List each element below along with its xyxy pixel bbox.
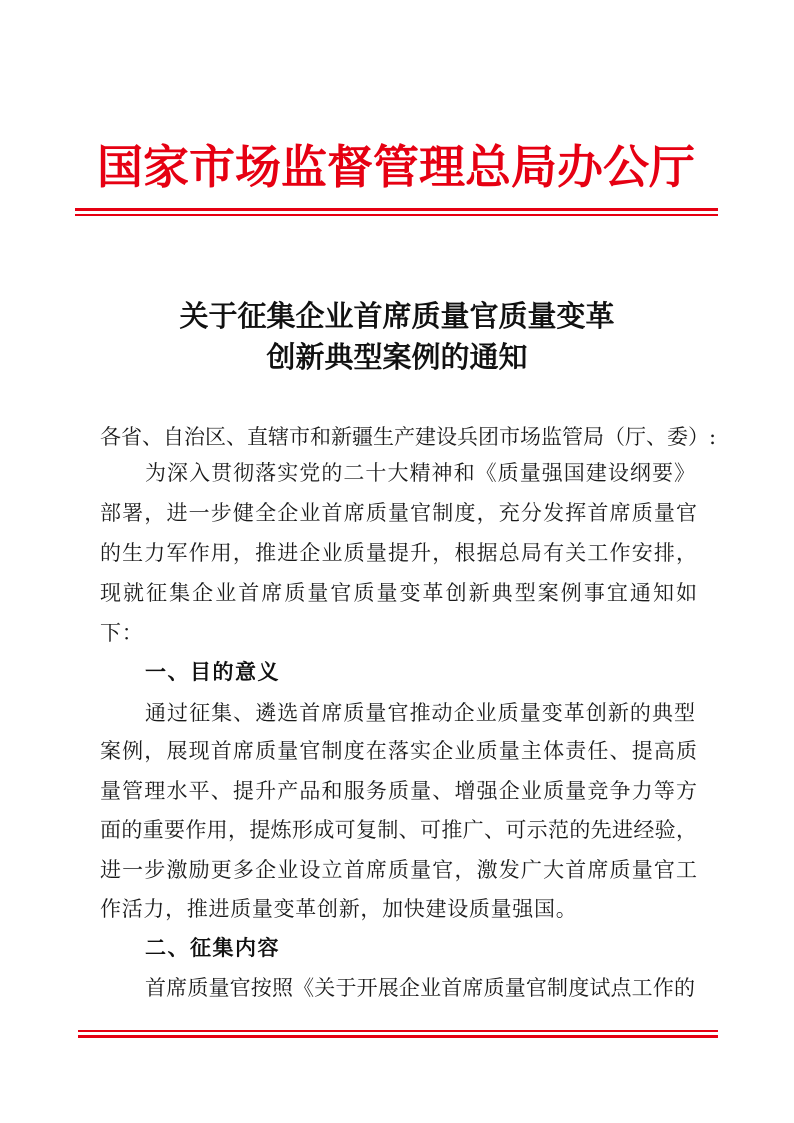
body-line: 下： [100, 621, 144, 645]
body-line: 现就征集企业首席质量官质量变革创新典型案例事宜通知如 [100, 581, 697, 605]
body-line: 通过征集、遴选首席质量官推动企业质量变革创新的典型 [145, 701, 695, 725]
body-line: 量管理水平、提升产品和服务质量、增强企业质量竞争力等方 [100, 779, 697, 803]
body-line: 面的重要作用，提炼形成可复制、可推广、可示范的先进经验， [100, 818, 697, 842]
document-title-line-2: 创新典型案例的通知 [266, 340, 528, 374]
section-heading-purpose: 一、目的意义 [145, 660, 280, 684]
header-red-rule-thin [75, 214, 718, 216]
section-heading-content: 二、征集内容 [145, 936, 280, 960]
footer-red-rule-thick [78, 1035, 718, 1038]
body-line: 首席质量官按照《关于开展企业首席质量官制度试点工作的 [145, 976, 695, 1000]
body-line: 作活力，推进质量变革创新，加快建设质量强国。 [100, 897, 578, 921]
body-line: 案例，展现首席质量官制度在落实企业质量主体责任、提高质 [100, 739, 697, 763]
body-line: 进一步激励更多企业设立首席质量官，激发广大首席质量官工 [100, 858, 697, 882]
body-line: 部署，进一步健全企业首席质量官制度，充分发挥首席质量官 [100, 501, 697, 525]
header-red-rule-thick [75, 208, 718, 211]
issuing-organization-header: 国家市场监督管理总局办公厅 [97, 140, 695, 194]
footer-red-rule-thin [78, 1030, 718, 1032]
body-line: 的生力军作用，推进企业质量提升，根据总局有关工作安排， [100, 541, 697, 565]
salutation: 各省、自治区、直辖市和新疆生产建设兵团市场监管局（厅、委）: [100, 425, 717, 449]
body-line: 为深入贯彻落实党的二十大精神和《质量强国建设纲要》 [145, 461, 695, 485]
document-title-line-1: 关于征集企业首席质量官质量变革 [179, 299, 615, 333]
